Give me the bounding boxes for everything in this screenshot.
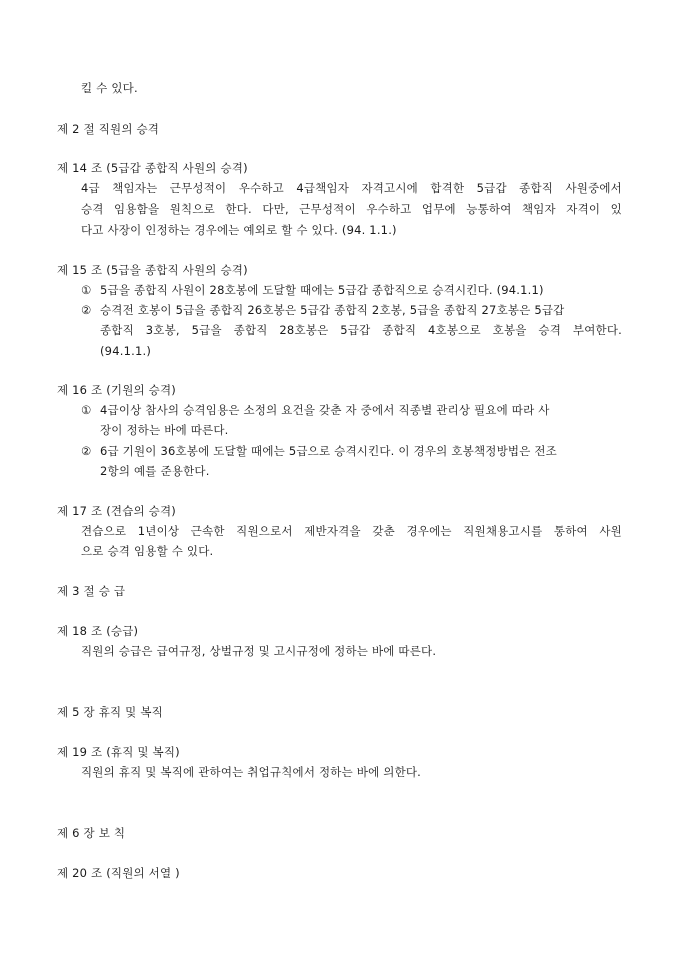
item-marker-2: ②	[81, 303, 92, 317]
article-15-item-2-cont-2: (94.1.1.)	[100, 344, 152, 358]
article-16-title: 제 16 조 (기원의 승격)	[57, 383, 176, 397]
chapter-5-title: 제 5 장 휴직 및 복직	[57, 705, 163, 719]
article-20-title: 제 20 조 (직원의 서열 )	[57, 866, 180, 880]
article-16-item-2	[81, 443, 622, 459]
article-19-title: 제 19 조 (휴직 및 복직)	[57, 745, 180, 759]
article-15-item-2	[81, 302, 622, 318]
article-15-item-2-text: 승격전 호봉이 5급을 종합직 26호봉은 5급갑 종합직 2호봉, 5급을 종합직 27호봉은 5급갑	[100, 303, 565, 317]
item-marker-1: ①	[81, 403, 92, 417]
article-15-item-1	[81, 282, 622, 298]
article-18-line-1: 직원의 승급은 급여규정, 상벌규정 및 고시규정에 정하는 바에 따른다.	[81, 644, 437, 658]
article-16-item-1	[81, 402, 622, 418]
article-16-item-1-text: 4급이상 참사의 승격임용은 소정의 요건을 갖춘 자 중에서 직종별 관리상 필요에 따라 사	[100, 403, 550, 417]
item-marker-2: ②	[81, 444, 92, 458]
article-14-line-3: 다고 사장이 인정하는 경우에는 예외로 할 수 있다. (94. 1.1.)	[81, 223, 397, 237]
article-14-title: 제 14 조 (5급갑 종합직 사원의 승격)	[57, 161, 248, 175]
intro-tail-text: 킬 수 있다.	[81, 81, 138, 95]
article-19-line-1: 직원의 휴직 및 복직에 관하여는 취업규칙에서 정하는 바에 의한다.	[81, 765, 422, 779]
article-17-line-2: 으로 승격 임용할 수 있다.	[81, 544, 214, 558]
article-16-item-2-text: 6급 기원이 36호봉에 도달할 때에는 5급으로 승격시킨다. 이 경우의 호봉책정방법은 전조	[100, 444, 557, 458]
article-15-item-2-cont-1: 종합직 3호봉, 5급을 종합직 28호봉은 5급갑 종합직 4호봉으로 호봉을 승격 부여한다.	[100, 323, 622, 337]
article-16-item-1-cont: 장이 정하는 바에 따른다.	[100, 423, 229, 437]
item-marker-1: ①	[81, 283, 92, 297]
article-18-title: 제 18 조 (승급)	[57, 624, 139, 638]
article-14-line-2: 승격 임용함을 원칙으로 한다. 다만, 근무성적이 우수하고 업무에 능통하여 책임자 자격이 있	[81, 202, 622, 216]
article-15-item-1-text: 5급을 종합직 사원이 28호봉에 도달할 때에는 5급갑 종합직으로 승격시킨다. (94.1.1)	[100, 283, 544, 297]
section-3-title: 제 3 절 승 급	[57, 584, 126, 598]
article-15-title: 제 15 조 (5급을 종합직 사원의 승격)	[57, 263, 248, 277]
section-2-title: 제 2 절 직원의 승격	[57, 122, 160, 136]
article-14-line-1: 4급 책임자는 근무성적이 우수하고 4급책임자 자격고시에 합격한 5급갑 종합직 사원중에서	[81, 181, 622, 195]
article-17-title: 제 17 조 (견습의 승격)	[57, 504, 176, 518]
article-17-line-1: 견습으로 1년이상 근속한 직원으로서 제반자격을 갖춘 경우에는 직원채용고시를 통하여 사원	[81, 524, 622, 538]
chapter-6-title: 제 6 장 보 칙	[57, 826, 126, 840]
article-16-item-2-cont: 2항의 예를 준용한다.	[100, 464, 210, 478]
